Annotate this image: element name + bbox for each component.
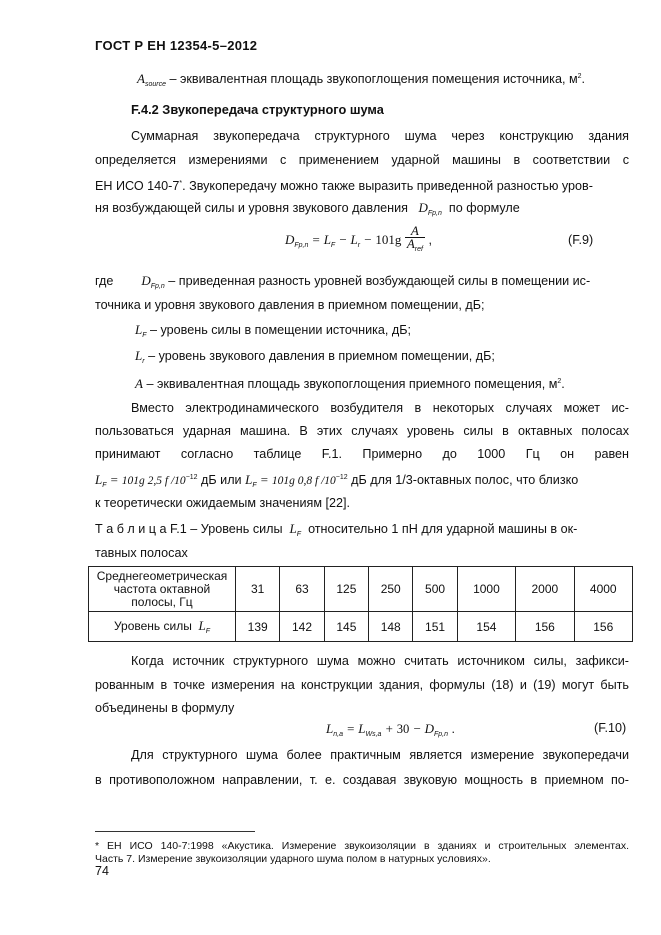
equals: =	[256, 472, 272, 487]
row-label-text: Уровень силы	[113, 619, 192, 633]
symbol-l: L	[245, 472, 253, 487]
fraction	[405, 225, 425, 256]
table-cell: 156	[516, 612, 574, 642]
symbol-d: D	[418, 200, 428, 215]
definition-a	[95, 374, 629, 392]
a-source-subscript: source	[144, 81, 166, 88]
subscript: r	[357, 241, 361, 249]
table-cell: 1000	[457, 567, 515, 612]
paragraph-text: по формуле	[448, 201, 520, 215]
standard-reference: ЕН ИСО 140-7	[95, 179, 180, 193]
paragraph-line: в противоположном направлении, т. е. создавая звуковую мощность в приемном по-	[95, 773, 629, 787]
equation-label-f9: (F.9)	[568, 233, 594, 247]
table-caption-text: относительно 1 пН для ударной машины в ок-	[308, 522, 578, 536]
value-expression: 101g 2,5 f /10	[121, 475, 186, 487]
table-cell: 145	[324, 612, 368, 642]
table-header-label	[89, 567, 236, 612]
period: .	[581, 72, 586, 86]
paragraph-line	[95, 470, 629, 494]
equation-f9	[285, 225, 432, 256]
numerator: A	[405, 225, 425, 238]
symbol-l: L	[358, 721, 366, 736]
value-expression: 101g 0,8 f /10	[271, 475, 336, 487]
exponent: −12	[335, 474, 348, 481]
table-cell: 4000	[574, 567, 632, 612]
symbol-l: L	[135, 322, 143, 337]
table-cell: 31	[236, 567, 280, 612]
symbol-l: L	[135, 348, 143, 363]
table-cell: 250	[369, 567, 413, 612]
symbol-l: L	[95, 472, 103, 487]
symbol-l: L	[323, 231, 331, 247]
subscript: r	[142, 358, 145, 365]
header-line: полосы, Гц	[131, 594, 193, 609]
symbol-d: D	[285, 231, 295, 247]
document-header: ГОСТ Р ЕН 12354-5–2012	[95, 38, 258, 53]
comma: ,	[424, 232, 432, 247]
table-row	[89, 612, 633, 642]
subscript: Ws,a	[365, 731, 382, 738]
definition-text: – эквивалентная площадь звукопоглощения приемного помещения, м	[142, 377, 558, 391]
subscript: n,a	[333, 731, 343, 738]
table-row-label	[89, 612, 236, 642]
paragraph-line: объединены в формулу	[95, 701, 235, 715]
table-cell: 500	[413, 567, 457, 612]
paragraph-line: Вместо электродинамического возбудителя в некоторых случаях может ис-	[131, 401, 629, 415]
subscript: Fp,n	[294, 241, 309, 249]
definition-lf	[95, 322, 629, 344]
symbol-a: A	[135, 376, 143, 391]
paragraph-line: Для структурного шума более практичным является измерение звукопередачи	[131, 748, 629, 762]
equals: =	[308, 231, 324, 247]
paragraph-line: Когда источник структурного шума можно считать источником силы, зафикси-	[131, 654, 629, 668]
paragraph-text: дБ или	[197, 473, 246, 487]
paragraph-line: принимают согласно таблице F.1. Примерно до 1000 Гц он равен	[95, 447, 629, 461]
subscript: F	[142, 332, 147, 339]
equals: =	[106, 472, 122, 487]
denominator	[405, 238, 425, 256]
paragraph-text: ня возбуждающей силы и уровня звукового давления	[95, 201, 408, 215]
a-source-text: – эквивалентная площадь звукопоглощения помещения источника, м	[165, 72, 578, 86]
footnote-separator	[95, 831, 255, 832]
table-cell: 2000	[516, 567, 574, 612]
plus: +	[381, 721, 397, 736]
a-source-definition	[95, 69, 629, 93]
table-cell: 125	[324, 567, 368, 612]
minus: −	[360, 231, 376, 247]
minus: −	[409, 721, 425, 736]
symbol-d: D	[424, 721, 434, 736]
paragraph-line: точника и уровня звукового давления в приемном помещении, дБ;	[95, 298, 485, 312]
table-cell: 151	[413, 612, 457, 642]
unit-superscript: 2	[577, 73, 582, 80]
subscript: F	[330, 241, 336, 249]
symbol-l: L	[326, 721, 334, 736]
paragraph-text: . Звукопередачу можно также выразить приведенной разностью уров-	[182, 179, 593, 193]
subscript: Fp,n	[427, 210, 442, 217]
paragraph-line: рованным в точке измерения на конструкции здания, формулы (18) и (19) могут быть	[95, 678, 629, 692]
symbol-l: L	[289, 521, 297, 536]
subscript: ref	[414, 246, 423, 253]
definition-lr	[95, 348, 629, 370]
symbol-d: D	[141, 273, 151, 288]
subscript: F	[102, 482, 107, 489]
subscript: F	[252, 482, 257, 489]
page-number: 74	[95, 864, 109, 878]
symbol-l: L	[198, 618, 206, 633]
table-cell: 148	[369, 612, 413, 642]
log-term: 101g	[375, 231, 402, 247]
paragraph-line	[95, 176, 629, 194]
period: .	[561, 377, 565, 391]
unit-superscript: 2	[557, 378, 562, 385]
section-heading: F.4.2 Звукопередача структурного шума	[131, 102, 384, 117]
equals: =	[342, 721, 359, 736]
table-caption-text: Т а б л и ц а F.1 – Уровень силы	[95, 522, 283, 536]
exponent: −12	[185, 474, 198, 481]
force-level-table	[88, 566, 633, 642]
paragraph-text: дБ для 1/3-октавных полос, что близко	[347, 473, 579, 487]
subscript: Fp,n	[433, 731, 448, 738]
period: .	[448, 722, 455, 736]
where-label: где	[95, 274, 114, 288]
a-source-symbol: A	[137, 71, 145, 86]
footnote-marker: *	[179, 180, 183, 187]
paragraph-line: определяется измерениями с применением ударной машины в соответствии с	[95, 153, 629, 167]
table-cell: 156	[574, 612, 632, 642]
equation-f10	[326, 721, 455, 738]
table-caption-cont: тавных полосах	[95, 546, 188, 560]
definition-text: – уровень звукового давления в приемном помещении, дБ;	[144, 349, 495, 363]
paragraph-line: к теоретически ожидаемым значениям [22].	[95, 496, 350, 510]
footnote-line: * ЕН ИСО 140-7:1998 «Акустика. Измерение звукоизоляции в зданиях и строительных элементах.	[95, 840, 629, 852]
table-row	[89, 567, 633, 612]
table-cell: 139	[236, 612, 280, 642]
footnote-line: Часть 7. Измерение звукоизоляции ударного шума полом в натурных условиях».	[95, 853, 491, 865]
definition-dfp	[95, 273, 629, 295]
definition-text: – уровень силы в помещении источника, дБ;	[146, 323, 412, 337]
paragraph-line: Суммарная звукопередача структурного шума через конструкцию здания	[131, 129, 629, 143]
symbol-l: L	[350, 231, 358, 247]
table-cell: 63	[280, 567, 324, 612]
header-line: частота октавной	[113, 581, 211, 596]
subscript: Fp,n	[150, 283, 165, 290]
header-line: Среднегеометрическая	[96, 568, 228, 583]
equation-label-f10: (F.10)	[594, 721, 627, 735]
minus: −	[335, 231, 351, 247]
symbol-a: A	[406, 236, 415, 251]
constant: 30	[396, 722, 410, 736]
paragraph-line: пользоваться ударная машина. В этих случаях уровень силы в октавных полосах	[95, 424, 629, 438]
table-caption	[95, 521, 629, 543]
table-cell: 142	[280, 612, 324, 642]
subscript: F	[296, 531, 302, 538]
subscript: F	[205, 628, 211, 635]
paragraph-line	[95, 200, 629, 222]
definition-text: – приведенная разность уровней возбуждающей силы в помещении ис-	[164, 274, 591, 288]
table-cell: 154	[457, 612, 515, 642]
